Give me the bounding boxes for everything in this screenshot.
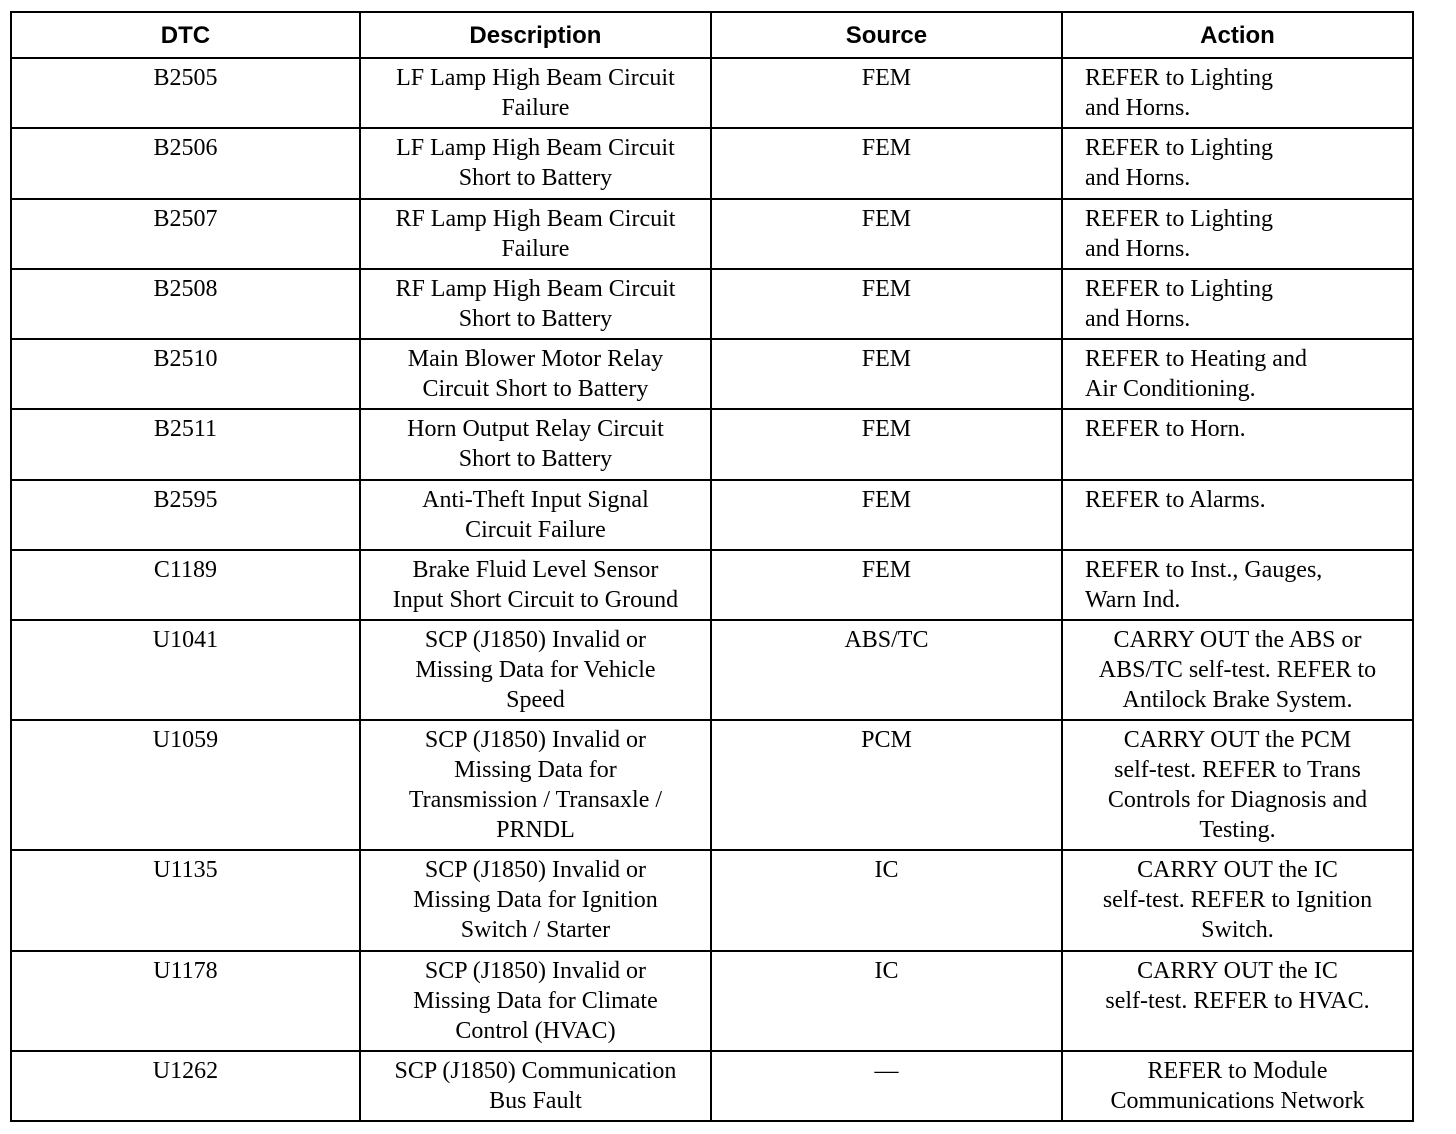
dtc-cell: B2511: [11, 409, 360, 480]
header-source: Source: [711, 12, 1062, 58]
dtc-cell: B2510: [11, 339, 360, 409]
action-cell: CARRY OUT the PCM self-test. REFER to Trans Controls for Diagnosis and Testing.: [1062, 720, 1413, 850]
table-row: [11, 58, 1413, 128]
description-cell: SCP (J1850) Invalid or Missing Data for Transmission / Transaxle / PRNDL: [360, 720, 711, 850]
description-cell: Brake Fluid Level Sensor Input Short Circuit to Ground: [360, 550, 711, 620]
description-cell: SCP (J1850) Communication Bus Fault: [360, 1051, 711, 1121]
action-cell: REFER to Module Communications Network: [1062, 1051, 1413, 1121]
description-cell: SCP (J1850) Invalid or Missing Data for Vehicle Speed: [360, 620, 711, 720]
dtc-table: [10, 11, 1414, 1122]
source-cell: FEM: [711, 269, 1062, 339]
table-row: [11, 550, 1413, 620]
dtc-cell: U1135: [11, 850, 360, 951]
dtc-cell: B2506: [11, 128, 360, 199]
header-dtc: DTC: [11, 12, 360, 58]
table-header: [11, 12, 1413, 58]
table-row: [11, 620, 1413, 720]
dtc-cell: B2595: [11, 480, 360, 550]
source-cell: FEM: [711, 480, 1062, 550]
action-cell: REFER to Lighting and Horns.: [1062, 199, 1413, 269]
description-cell: Anti-Theft Input Signal Circuit Failure: [360, 480, 711, 550]
action-cell: REFER to Lighting and Horns.: [1062, 128, 1413, 199]
header-row: [11, 12, 1413, 58]
source-cell: IC: [711, 850, 1062, 951]
source-cell: FEM: [711, 409, 1062, 480]
table-body: [11, 58, 1413, 1121]
table-row: [11, 128, 1413, 199]
description-cell: RF Lamp High Beam Circuit Short to Battery: [360, 269, 711, 339]
dtc-cell: U1178: [11, 951, 360, 1051]
dtc-cell: U1262: [11, 1051, 360, 1121]
dtc-cell: B2508: [11, 269, 360, 339]
table-row: [11, 480, 1413, 550]
table-row: [11, 850, 1413, 951]
source-cell: —: [711, 1051, 1062, 1121]
dtc-cell: U1059: [11, 720, 360, 850]
table-row: [11, 720, 1413, 850]
action-cell: REFER to Horn.: [1062, 409, 1413, 480]
description-cell: RF Lamp High Beam Circuit Failure: [360, 199, 711, 269]
source-cell: FEM: [711, 550, 1062, 620]
source-cell: IC: [711, 951, 1062, 1051]
action-cell: CARRY OUT the IC self-test. REFER to Ignition Switch.: [1062, 850, 1413, 951]
dtc-cell: U1041: [11, 620, 360, 720]
source-cell: FEM: [711, 58, 1062, 128]
action-cell: REFER to Lighting and Horns.: [1062, 269, 1413, 339]
description-cell: SCP (J1850) Invalid or Missing Data for Ignition Switch / Starter: [360, 850, 711, 951]
description-cell: LF Lamp High Beam Circuit Failure: [360, 58, 711, 128]
action-cell: CARRY OUT the IC self-test. REFER to HVAC.: [1062, 951, 1413, 1051]
source-cell: FEM: [711, 199, 1062, 269]
dtc-cell: B2505: [11, 58, 360, 128]
table-row: [11, 339, 1413, 409]
header-action: Action: [1062, 12, 1413, 58]
description-cell: Horn Output Relay Circuit Short to Battery: [360, 409, 711, 480]
description-cell: Main Blower Motor Relay Circuit Short to Battery: [360, 339, 711, 409]
description-cell: LF Lamp High Beam Circuit Short to Battery: [360, 128, 711, 199]
header-description: Description: [360, 12, 711, 58]
table-row: [11, 409, 1413, 480]
table-row: [11, 269, 1413, 339]
table-row: [11, 199, 1413, 269]
description-cell: SCP (J1850) Invalid or Missing Data for Climate Control (HVAC): [360, 951, 711, 1051]
dtc-cell: C1189: [11, 550, 360, 620]
source-cell: PCM: [711, 720, 1062, 850]
source-cell: FEM: [711, 339, 1062, 409]
action-cell: REFER to Inst., Gauges, Warn Ind.: [1062, 550, 1413, 620]
source-cell: ABS/TC: [711, 620, 1062, 720]
source-cell: FEM: [711, 128, 1062, 199]
action-cell: REFER to Lighting and Horns.: [1062, 58, 1413, 128]
table-row: [11, 1051, 1413, 1121]
dtc-cell: B2507: [11, 199, 360, 269]
table-row: [11, 951, 1413, 1051]
action-cell: REFER to Heating and Air Conditioning.: [1062, 339, 1413, 409]
action-cell: CARRY OUT the ABS or ABS/TC self-test. REFER to Antilock Brake System.: [1062, 620, 1413, 720]
action-cell: REFER to Alarms.: [1062, 480, 1413, 550]
